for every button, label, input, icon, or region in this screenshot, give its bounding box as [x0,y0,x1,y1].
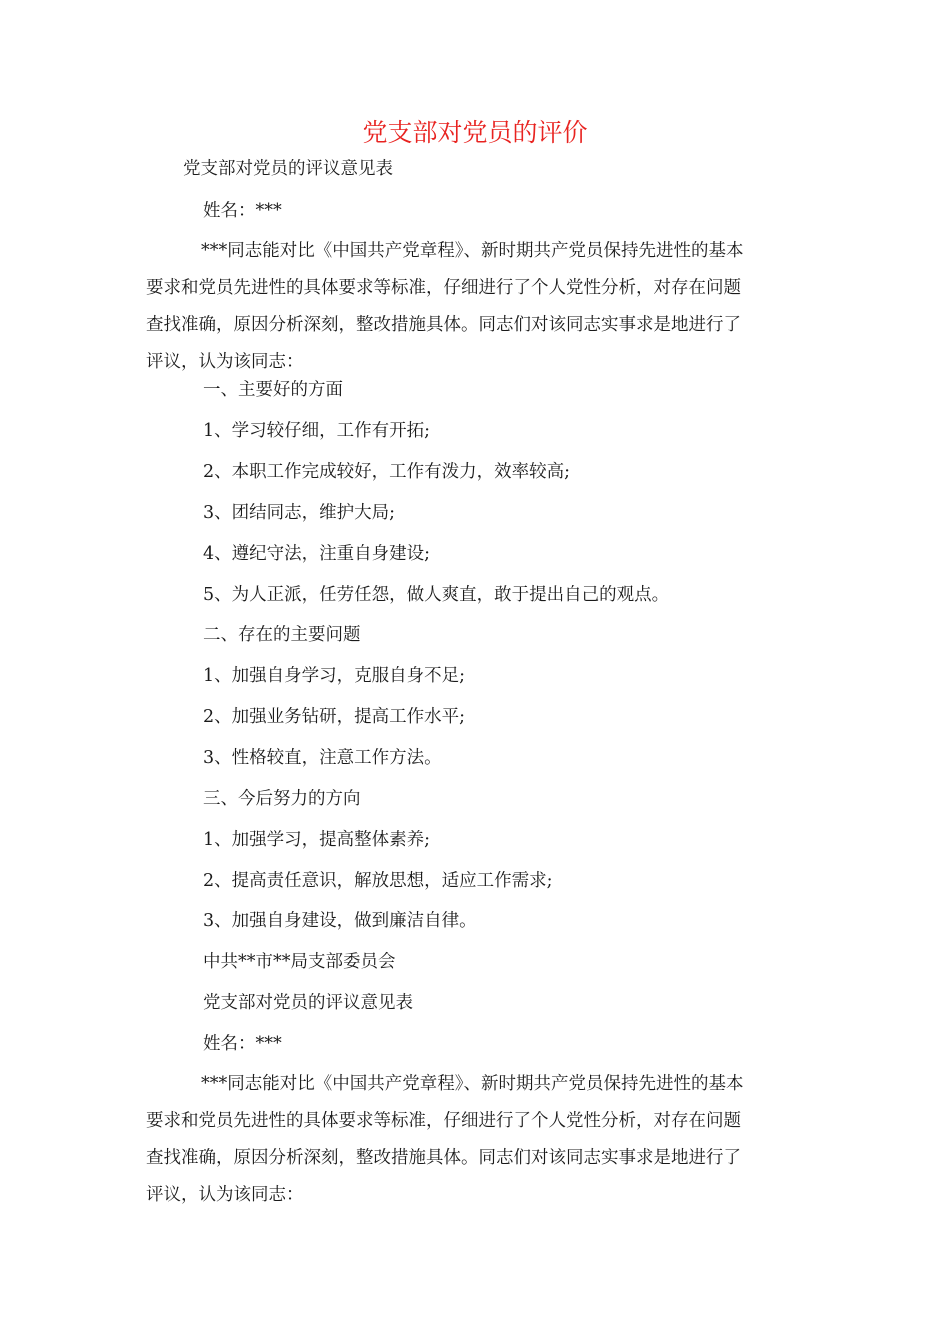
good-item-3: 3、团结同志，维护大局; [203,503,396,523]
direction-item-2: 2、提高责任意识，解放思想，适应工作需求; [203,871,553,891]
paragraph-line: 要求和党员先进性的具体要求等标准，仔细进行了个人党性分析，对存在问题 [146,1111,741,1131]
paragraph-line: 查找准确，原因分析深刻，整改措施具体。同志们对该同志实事求是地进行了 [146,1148,741,1168]
paragraph-line: ***同志能对比《中国共产党章程》、新时期共产党员保持先进性的基本 [201,1074,744,1094]
evaluation-paragraph-2 [146,1066,806,1214]
problem-item-1: 1、加强自身学习，克服自身不足; [203,666,466,686]
paragraph-line: 要求和党员先进性的具体要求等标准，仔细进行了个人党性分析，对存在问题 [146,278,741,298]
form-title-1: 党支部对党员的评议意见表 [183,159,393,179]
paragraph-line: 评议，认为该同志： [146,352,304,372]
name-line-1: 姓名：*** [203,201,282,221]
evaluation-paragraph-1 [146,233,806,381]
problem-item-3: 3、性格较直，注意工作方法。 [203,748,442,768]
paragraph-line: 评议，认为该同志： [146,1185,304,1205]
good-item-5: 5、为人正派，任劳任怨，做人爽直，敢于提出自己的观点。 [203,585,670,605]
name-line-2: 姓名：*** [203,1034,282,1054]
problem-item-2: 2、加强业务钻研，提高工作水平; [203,707,466,727]
section-heading-direction: 三、今后努力的方向 [203,789,361,809]
good-item-2: 2、本职工作完成较好，工作有泼力，效率较高; [203,462,571,482]
form-title-2: 党支部对党员的评议意见表 [203,993,413,1013]
direction-item-3: 3、加强自身建设，做到廉洁自律。 [203,911,477,931]
good-item-4: 4、遵纪守法，注重自身建设; [203,544,431,564]
document-title: 党支部对党员的评价 [362,118,588,147]
good-item-1: 1、学习较仔细，工作有开拓; [203,421,431,441]
paragraph-line: 查找准确，原因分析深刻，整改措施具体。同志们对该同志实事求是地进行了 [146,315,741,335]
direction-item-1: 1、加强学习，提高整体素养; [203,830,431,850]
paragraph-line: ***同志能对比《中国共产党章程》、新时期共产党员保持先进性的基本 [201,241,744,261]
section-heading-problems: 二、存在的主要问题 [203,625,361,645]
section-heading-good: 一、主要好的方面 [203,380,343,400]
signature-line: 中共**市**局支部委员会 [203,952,396,972]
